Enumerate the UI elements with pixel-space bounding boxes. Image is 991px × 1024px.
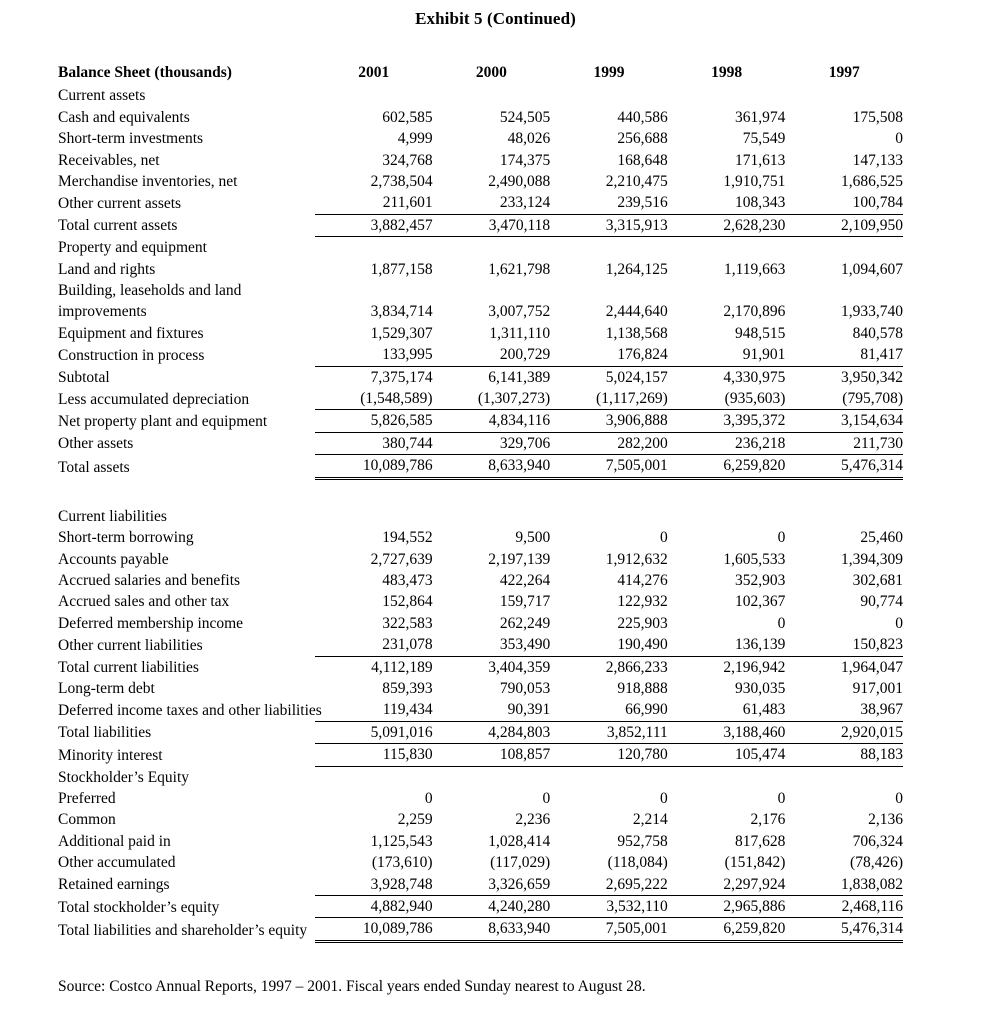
- cell-value: 6,259,820: [668, 455, 786, 478]
- cell-value: 1,138,568: [605, 324, 668, 342]
- cell-value: [668, 280, 786, 301]
- row-label: Current liabilities: [58, 507, 167, 525]
- row-label: Preferred: [58, 789, 116, 807]
- cell-value: 5,476,314: [785, 918, 903, 941]
- table-row: [58, 918, 903, 941]
- cell-value: 190,490: [550, 634, 668, 656]
- source-note: Source: Costco Annual Reports, 1997 – 2001. Fiscal years ended Sunday nearest to August 28.: [58, 978, 646, 995]
- cell-value: 233,124: [433, 192, 551, 214]
- cell-value: 3,188,460: [668, 721, 786, 743]
- cell-value: 1,605,533: [723, 550, 786, 568]
- cell-value: [433, 237, 551, 259]
- row-label: Net property plant and equipment: [58, 412, 268, 430]
- cell-value: (151,842): [724, 854, 786, 872]
- row-label: Total assets: [58, 458, 130, 476]
- cell-value: 440,586: [617, 108, 668, 126]
- column-header-1999: 1999: [593, 64, 625, 81]
- cell-value: 0: [777, 529, 786, 547]
- cell-value: 119,434: [315, 699, 433, 721]
- cell-value: (118,084): [607, 854, 668, 872]
- row-label: Stockholder’s Equity: [58, 768, 190, 786]
- cell-value: 168,648: [617, 151, 668, 169]
- table-row: [58, 570, 903, 591]
- cell-value: 2,136: [868, 811, 903, 829]
- row-header-label: Balance Sheet (thousands): [58, 64, 232, 81]
- cell-value: 175,508: [852, 108, 903, 126]
- cell-value: 108,857: [433, 744, 551, 766]
- table-row: [58, 613, 903, 634]
- cell-value: 2,444,640: [605, 303, 668, 321]
- row-label: Total current assets: [58, 217, 178, 235]
- table-row: [58, 874, 903, 896]
- cell-value: 5,476,314: [785, 455, 903, 478]
- table-row: [58, 831, 903, 852]
- cell-value: 100,784: [785, 192, 903, 214]
- cell-value: 2,197,139: [488, 550, 551, 568]
- cell-value: (1,548,589): [315, 388, 433, 410]
- cell-value: 3,950,342: [841, 368, 903, 386]
- cell-value: [785, 85, 903, 106]
- table-row: [58, 344, 903, 366]
- cell-value: 1,094,607: [841, 260, 903, 278]
- cell-value: 2,109,950: [785, 214, 903, 236]
- cell-value: 1,028,414: [488, 832, 551, 850]
- section-gap: [58, 478, 903, 506]
- row-label: Short-term investments: [58, 130, 204, 148]
- cell-value: 3,007,752: [488, 303, 551, 321]
- cell-value: [315, 766, 433, 788]
- cell-value: 7,505,001: [550, 455, 668, 478]
- cell-value: 159,717: [499, 593, 551, 611]
- spacer: [58, 478, 903, 506]
- cell-value: 4,882,940: [315, 896, 433, 918]
- row-label: Retained earnings: [58, 876, 170, 894]
- cell-value: 61,483: [668, 699, 786, 721]
- row-label: Land and rights: [58, 260, 156, 278]
- cell-value: 239,516: [550, 192, 668, 214]
- cell-value: 10,089,786: [315, 455, 433, 478]
- cell-value: 2,866,233: [605, 658, 668, 676]
- cell-value: 930,035: [735, 679, 786, 697]
- cell-value: [433, 85, 551, 106]
- cell-value: 171,613: [735, 151, 786, 169]
- row-label: Accrued sales and other tax: [58, 593, 230, 611]
- cell-value: 0: [895, 130, 903, 148]
- cell-value: 2,236: [515, 811, 551, 829]
- cell-value: 7,375,174: [370, 368, 433, 386]
- cell-value: 380,744: [315, 432, 433, 454]
- cell-value: [550, 237, 668, 259]
- cell-value: 3,834,714: [370, 303, 433, 321]
- cell-value: 3,470,118: [433, 214, 551, 236]
- table-row: [58, 549, 903, 570]
- table-row: [58, 280, 903, 301]
- table-row: [58, 192, 903, 214]
- cell-value: 602,585: [382, 108, 433, 126]
- cell-value: 8,633,940: [433, 918, 551, 941]
- cell-value: 1,529,307: [370, 324, 433, 342]
- row-label: Accrued salaries and benefits: [58, 571, 241, 589]
- row-label: Other accumulated: [58, 854, 176, 872]
- cell-value: 352,903: [735, 571, 786, 589]
- cell-value: 256,688: [617, 130, 668, 148]
- row-label: Building, leaseholds and land: [58, 282, 242, 300]
- cell-value: (1,307,273): [433, 388, 551, 410]
- row-label: Short-term borrowing: [58, 529, 194, 547]
- cell-value: 150,823: [785, 634, 903, 656]
- cell-value: 3,315,913: [550, 214, 668, 236]
- table-row: [58, 150, 903, 171]
- cell-value: 2,628,230: [668, 214, 786, 236]
- cell-value: 3,532,110: [550, 896, 668, 918]
- cell-value: [550, 85, 668, 106]
- cell-value: [785, 766, 903, 788]
- cell-value: 353,490: [433, 634, 551, 656]
- cell-value: 1,964,047: [841, 658, 903, 676]
- cell-value: 66,990: [550, 699, 668, 721]
- cell-value: 3,906,888: [550, 410, 668, 432]
- cell-value: 817,628: [735, 832, 786, 850]
- cell-value: 3,395,372: [668, 410, 786, 432]
- cell-value: [550, 766, 668, 788]
- table-row: [58, 259, 903, 280]
- row-label: Merchandise inventories, net: [58, 173, 238, 191]
- row-label: Total liabilities: [58, 724, 152, 742]
- row-label: Cash and equivalents: [58, 108, 190, 126]
- cell-value: 3,404,359: [488, 658, 551, 676]
- cell-value: 282,200: [550, 432, 668, 454]
- cell-value: 0: [895, 789, 903, 807]
- row-label: Equipment and fixtures: [58, 324, 204, 342]
- row-label: Property and equipment: [58, 239, 207, 257]
- cell-value: [550, 280, 668, 301]
- row-label: Total current liabilities: [58, 658, 199, 676]
- row-label: improvements: [58, 303, 147, 321]
- row-label: Other current assets: [58, 194, 182, 212]
- cell-value: 302,681: [852, 571, 903, 589]
- cell-value: [785, 280, 903, 301]
- cell-value: 194,552: [382, 529, 433, 547]
- cell-value: 2,695,222: [550, 874, 668, 896]
- cell-value: 322,583: [382, 614, 433, 632]
- cell-value: 211,601: [315, 192, 433, 214]
- cell-value: 0: [542, 789, 551, 807]
- cell-value: 917,001: [852, 679, 903, 697]
- cell-value: 952,758: [617, 832, 668, 850]
- cell-value: 0: [424, 789, 433, 807]
- row-label: Other assets: [58, 435, 134, 453]
- cell-value: [433, 766, 551, 788]
- cell-value: (78,426): [850, 854, 903, 872]
- cell-value: (117,029): [490, 854, 551, 872]
- cell-value: 1,912,632: [605, 550, 668, 568]
- row-label: Construction in process: [58, 346, 205, 364]
- table-row: [58, 171, 903, 192]
- row-label: Minority interest: [58, 746, 163, 764]
- table-row: [58, 766, 903, 788]
- cell-value: 102,367: [735, 593, 786, 611]
- row-label: Total stockholder’s equity: [58, 898, 220, 916]
- cell-value: 122,932: [617, 593, 668, 611]
- row-label: Total liabilities and shareholder’s equity: [58, 921, 308, 939]
- row-label: Deferred membership income: [58, 614, 244, 632]
- cell-value: 3,852,111: [550, 721, 668, 743]
- table-row: [58, 809, 903, 830]
- cell-value: 1,125,543: [370, 832, 433, 850]
- cell-value: 3,882,457: [315, 214, 433, 236]
- cell-value: 0: [777, 789, 786, 807]
- cell-value: [315, 237, 433, 259]
- cell-value: 4,999: [397, 130, 433, 148]
- row-label: Long-term debt: [58, 679, 155, 697]
- balance-sheet-table-container: [58, 62, 903, 943]
- table-row: [58, 527, 903, 548]
- cell-value: 1,394,309: [841, 550, 903, 568]
- cell-value: 324,768: [382, 151, 433, 169]
- cell-value: 147,133: [852, 151, 903, 169]
- cell-value: 3,928,748: [315, 874, 433, 896]
- balance-sheet-body: [58, 62, 903, 941]
- cell-value: (935,603): [668, 388, 786, 410]
- cell-value: 483,473: [382, 571, 433, 589]
- cell-value: 91,901: [668, 344, 786, 366]
- cell-value: 225,903: [617, 614, 668, 632]
- cell-value: 38,967: [785, 699, 903, 721]
- cell-value: 75,549: [742, 130, 786, 148]
- row-label: Deferred income taxes and other liabilities: [58, 701, 322, 719]
- cell-value: 1,686,525: [841, 173, 903, 191]
- cell-value: 329,706: [433, 432, 551, 454]
- cell-value: 4,112,189: [371, 658, 433, 676]
- cell-value: 176,824: [550, 344, 668, 366]
- cell-value: 2,727,639: [370, 550, 433, 568]
- table-row: [58, 301, 903, 322]
- cell-value: 0: [660, 529, 668, 547]
- table-row: [58, 591, 903, 612]
- cell-value: 2,965,886: [668, 896, 786, 918]
- table-row: [58, 432, 903, 454]
- cell-value: 2,468,116: [785, 896, 903, 918]
- cell-value: 4,834,116: [433, 410, 551, 432]
- cell-value: 48,026: [507, 130, 551, 148]
- cell-value: 706,324: [852, 832, 903, 850]
- cell-value: (173,610): [371, 854, 433, 872]
- cell-value: [315, 85, 433, 106]
- column-header-2001: 2001: [358, 64, 390, 81]
- column-header-1998: 1998: [711, 64, 743, 81]
- cell-value: 3,326,659: [433, 874, 551, 896]
- cell-value: 1,264,125: [605, 260, 668, 278]
- cell-value: 231,078: [315, 634, 433, 656]
- cell-value: 4,284,803: [433, 721, 551, 743]
- cell-value: 152,864: [382, 593, 433, 611]
- cell-value: 859,393: [382, 679, 433, 697]
- cell-value: 1,910,751: [723, 173, 786, 191]
- cell-value: [785, 237, 903, 259]
- cell-value: 9,500: [515, 529, 551, 547]
- table-row: [58, 678, 903, 699]
- cell-value: 948,515: [735, 324, 786, 342]
- cell-value: [668, 766, 786, 788]
- cell-value: 0: [777, 614, 786, 632]
- cell-value: 88,183: [785, 744, 903, 766]
- cell-value: 200,729: [433, 344, 551, 366]
- page-title: Exhibit 5 (Continued): [415, 9, 576, 28]
- cell-value: [433, 280, 551, 301]
- cell-value: 90,774: [860, 593, 903, 611]
- cell-value: 422,264: [499, 571, 551, 589]
- cell-value: 10,089,786: [315, 918, 433, 941]
- row-label: Other current liabilities: [58, 636, 203, 654]
- cell-value: 262,249: [499, 614, 551, 632]
- table-row: [58, 214, 903, 236]
- column-header-2000: 2000: [475, 64, 507, 81]
- column-header-1997: 1997: [828, 64, 860, 81]
- cell-value: [668, 237, 786, 259]
- cell-value: [433, 506, 551, 527]
- table-row: [58, 410, 903, 432]
- cell-value: 414,276: [617, 571, 668, 589]
- cell-value: [315, 280, 433, 301]
- cell-value: 236,218: [668, 432, 786, 454]
- balance-sheet-table: [58, 62, 903, 943]
- cell-value: 90,391: [433, 699, 551, 721]
- cell-value: 2,738,504: [370, 173, 433, 191]
- cell-value: 5,024,157: [605, 368, 668, 386]
- cell-value: 1,119,663: [723, 260, 786, 278]
- cell-value: 524,505: [499, 108, 551, 126]
- table-row: [58, 455, 903, 478]
- cell-value: [668, 506, 786, 527]
- cell-value: 6,259,820: [668, 918, 786, 941]
- cell-value: 2,490,088: [488, 173, 551, 191]
- table-row: [58, 85, 903, 106]
- table-row: [58, 388, 903, 410]
- cell-value: 5,091,016: [315, 721, 433, 743]
- cell-value: 115,830: [315, 744, 433, 766]
- cell-value: 7,505,001: [550, 918, 668, 941]
- row-label: Common: [58, 811, 116, 829]
- cell-value: 6,141,389: [488, 368, 551, 386]
- table-row: [58, 323, 903, 344]
- cell-value: (1,117,269): [550, 388, 668, 410]
- cell-value: 8,633,940: [433, 455, 551, 478]
- cell-value: 2,297,924: [668, 874, 786, 896]
- cell-value: [315, 506, 433, 527]
- cell-value: 133,995: [315, 344, 433, 366]
- cell-value: 2,196,942: [723, 658, 786, 676]
- cell-value: 1,933,740: [841, 303, 903, 321]
- cell-value: 211,730: [785, 432, 903, 454]
- cell-value: 108,343: [668, 192, 786, 214]
- cell-value: 2,176: [750, 811, 786, 829]
- cell-value: 25,460: [860, 529, 903, 547]
- cell-value: 4,330,975: [723, 368, 786, 386]
- table-row: [58, 852, 903, 873]
- table-row: [58, 107, 903, 128]
- cell-value: 918,888: [617, 679, 668, 697]
- cell-value: 3,154,634: [785, 410, 903, 432]
- cell-value: 2,920,015: [785, 721, 903, 743]
- table-row: [58, 506, 903, 527]
- cell-value: 0: [895, 614, 903, 632]
- cell-value: 840,578: [852, 324, 903, 342]
- cell-value: 81,417: [785, 344, 903, 366]
- table-row: [58, 744, 903, 766]
- table-row: [58, 237, 903, 259]
- row-label: Subtotal: [58, 368, 110, 386]
- table-row: [58, 896, 903, 918]
- cell-value: 361,974: [735, 108, 786, 126]
- cell-value: 1,877,158: [370, 260, 433, 278]
- cell-value: 0: [660, 789, 668, 807]
- table-row: [58, 788, 903, 809]
- cell-value: [785, 506, 903, 527]
- cell-value: 1,311,110: [489, 324, 551, 342]
- cell-value: 120,780: [550, 744, 668, 766]
- row-label: Additional paid in: [58, 832, 171, 850]
- cell-value: 2,214: [632, 811, 668, 829]
- cell-value: 4,240,280: [433, 896, 551, 918]
- cell-value: 790,053: [499, 679, 551, 697]
- cell-value: [550, 506, 668, 527]
- cell-value: 2,210,475: [605, 173, 668, 191]
- cell-value: 174,375: [499, 151, 551, 169]
- cell-value: 1,621,798: [488, 260, 551, 278]
- row-label: Current assets: [58, 87, 146, 105]
- row-label: Accounts payable: [58, 550, 169, 568]
- table-header-row: [58, 62, 903, 85]
- cell-value: 105,474: [668, 744, 786, 766]
- table-row: [58, 128, 903, 149]
- cell-value: 1,838,082: [785, 874, 903, 896]
- row-label: Less accumulated depreciation: [58, 390, 250, 408]
- table-row: [58, 699, 903, 721]
- table-row: [58, 366, 903, 388]
- table-row: [58, 656, 903, 678]
- cell-value: 5,826,585: [315, 410, 433, 432]
- table-row: [58, 721, 903, 743]
- table-row: [58, 634, 903, 656]
- cell-value: [668, 85, 786, 106]
- row-label: Receivables, net: [58, 151, 160, 169]
- cell-value: 2,259: [397, 811, 433, 829]
- cell-value: 136,139: [668, 634, 786, 656]
- cell-value: (795,708): [785, 388, 903, 410]
- cell-value: 2,170,896: [723, 303, 786, 321]
